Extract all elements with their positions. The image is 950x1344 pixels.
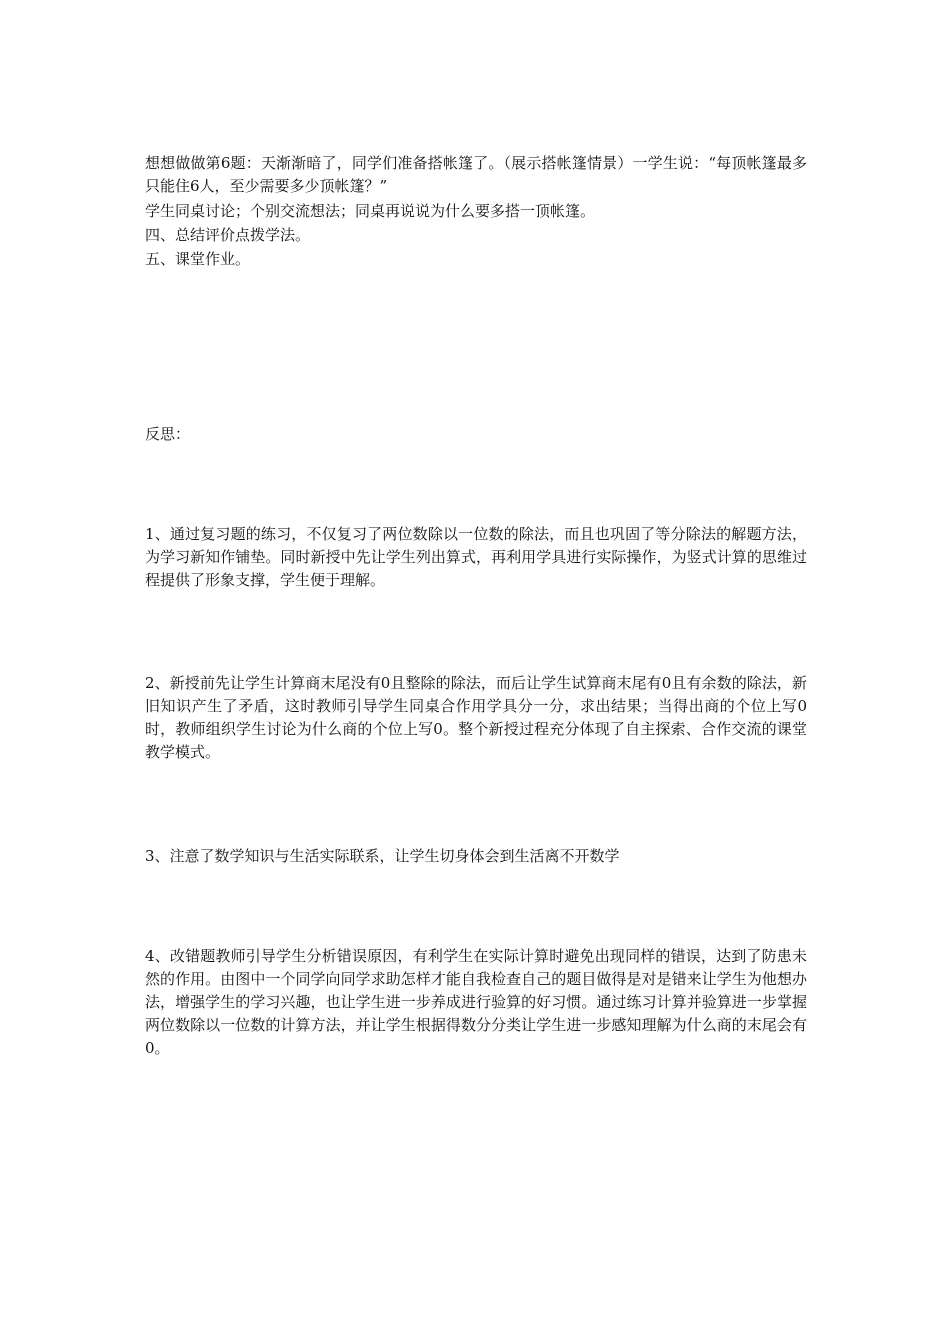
discussion-paragraph: 学生同桌讨论；个别交流想法；同桌再说说为什么要多搭一顶帐篷。 (145, 202, 596, 220)
reflection-heading: 反思： (145, 425, 191, 443)
exercise-6-paragraph: 想想做做第6题：天渐渐暗了，同学们准备搭帐篷了。（展示搭帐篷情景）一学生说：“每顶帐篷最多只能住6人，至少需要多少顶帐篷？” (145, 154, 807, 195)
section-four-heading: 四、总结评价点拨学法。 (145, 226, 311, 244)
reflection-item-1: 1、通过复习题的练习，不仅复习了两位数除以一位数的除法，而且也巩固了等分除法的解题方法，为学习新知作铺垫。同时新授中先让学生列出算式，再利用学具进行实际操作，为竖式计算的思维过程提供了形象支撑，学生便于理解。 (145, 525, 807, 589)
reflection-item-2: 2、新授前先让学生计算商末尾没有0且整除的除法，而后让学生试算商末尾有0且有余数的除法，新旧知识产生了矛盾，这时教师引导学生同桌合作用学具分一分，求出结果；当得出商的个位上写0时，教师组织学生讨论为什么商的个位上写0。整个新授过程充分体现了自主探索、合作交流的课堂教学模式。 (145, 674, 807, 761)
reflection-item-4: 4、改错题教师引导学生分析错误原因，有利学生在实际计算时避免出现同样的错误，达到了防患未然的作用。由图中一个同学向同学求助怎样才能自我检查自己的题目做得是对是错来让学生为他想办法，增强学生的学习兴趣，也让学生进一步养成进行验算的好习惯。通过练习计算并验算进一步掌握两位数除以一位数的计算方法，并让学生根据得数分分类让学生进一步感知理解为什么商的末尾会有0。 (145, 947, 807, 1057)
section-five-heading: 五、课堂作业。 (145, 250, 251, 268)
reflection-item-3: 3、注意了数学知识与生活实际联系，让学生切身体会到生活离不开数学 (145, 847, 620, 865)
